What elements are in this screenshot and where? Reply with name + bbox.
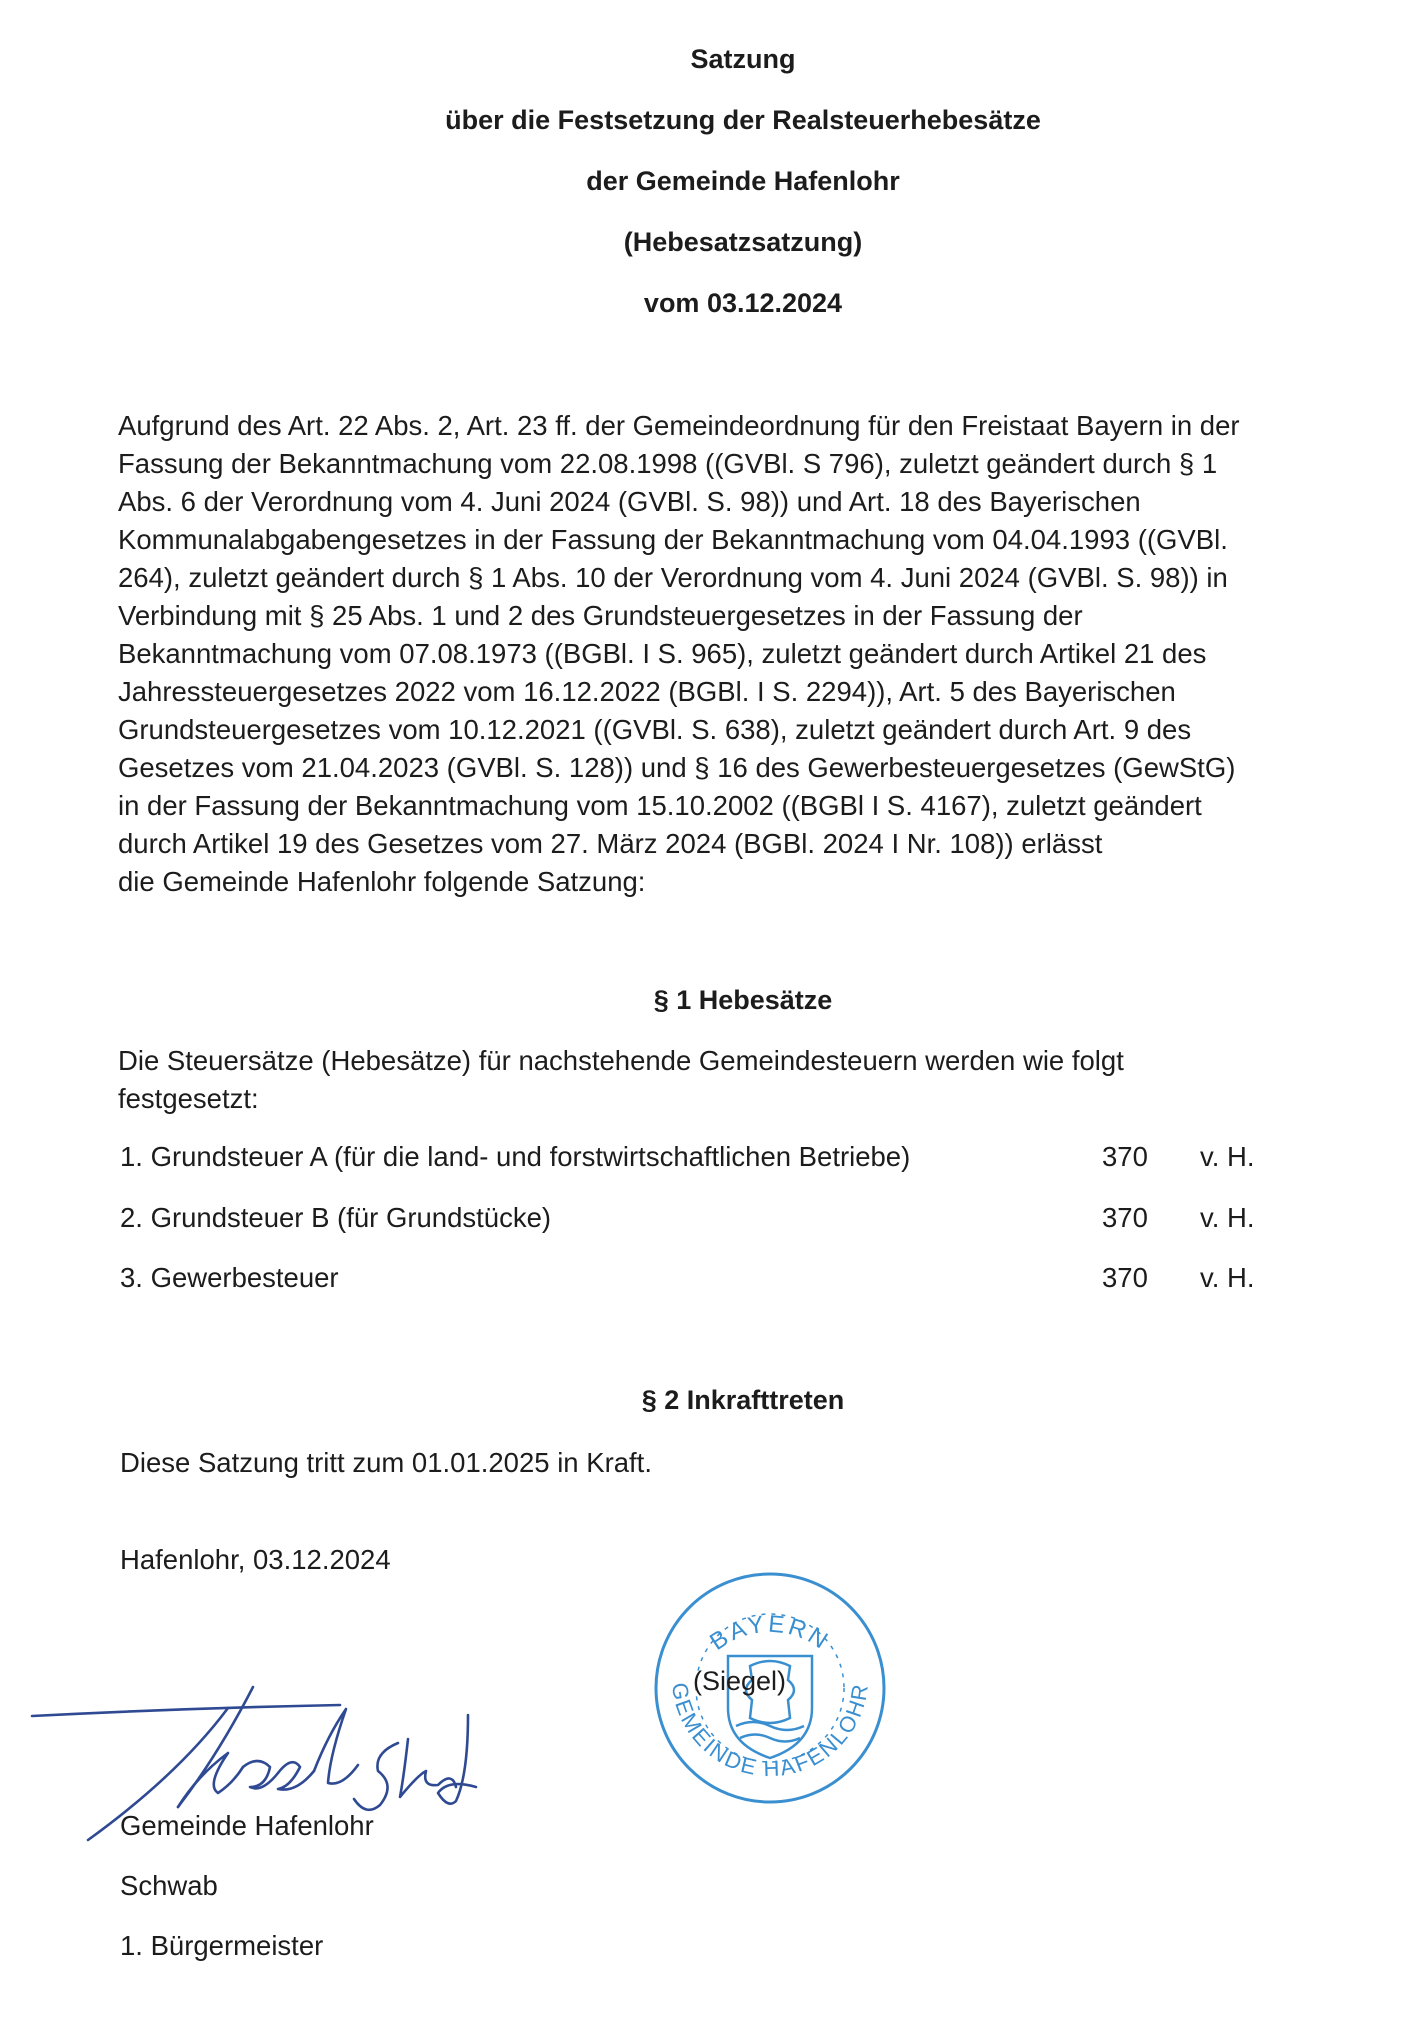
rate-value: 370	[1102, 1262, 1148, 1293]
section1-intro	[118, 1042, 1378, 1118]
place-date: Hafenlohr, 03.12.2024	[120, 1544, 391, 1575]
preamble-line: Fassung der Bekanntmachung vom 22.08.1998 ((GVBl. S 796), zuletzt geändert durch § 1	[118, 448, 1218, 479]
preamble-line: die Gemeinde Hafenlohr folgende Satzung:	[118, 866, 646, 897]
preamble-line: Grundsteuergesetzes vom 10.12.2021 ((GVBl. S. 638), zuletzt geändert durch Art. 9 des	[118, 714, 1192, 745]
rate-unit: v. H.	[1200, 1262, 1255, 1293]
seal-text-bottom: GEMEINDE HAFENLOHR	[666, 1680, 874, 1782]
preamble-line: durch Artikel 19 des Gesetzes vom 27. März 2024 (BGBl. 2024 I Nr. 108)) erlässt	[118, 828, 1103, 859]
rate-value: 370	[1102, 1141, 1148, 1172]
doc-short-title: (Hebesatzsatzung)	[623, 227, 863, 257]
preamble-line: Jahressteuergesetzes 2022 vom 16.12.2022 (BGBl. I S. 2294)), Art. 5 des Bayerischen	[118, 676, 1176, 707]
rate-label: 3. Gewerbesteuer	[120, 1262, 339, 1293]
section2-heading: § 2 Inkrafttreten	[641, 1385, 845, 1415]
seal-text-top: BAYERN	[705, 1610, 835, 1656]
preamble-line: in der Fassung der Bekanntmachung vom 15.10.2002 ((BGBl I S. 4167), zuletzt geändert	[118, 790, 1202, 821]
rate-unit: v. H.	[1200, 1202, 1255, 1233]
doc-subtitle: über die Festsetzung der Realsteuerhebesätze	[445, 105, 1041, 135]
preamble-line: Bekanntmachung vom 07.08.1973 ((BGBl. I S. 965), zuletzt geändert durch Artikel 21 des	[118, 638, 1207, 669]
svg-text:BAYERN	[705, 1611, 835, 1656]
rate-label: 1. Grundsteuer A (für die land- und forstwirtschaftlichen Betriebe)	[120, 1141, 911, 1172]
doc-municipality: der Gemeinde Hafenlohr	[586, 166, 900, 196]
preamble-line: 264), zuletzt geändert durch § 1 Abs. 10 der Verordnung vom 4. Juni 2024 (GVBl. S. 98)) in	[118, 562, 1228, 593]
preamble	[118, 407, 1378, 901]
preamble-line: Aufgrund des Art. 22 Abs. 2, Art. 23 ff. der Gemeindeordnung für den Freistaat Bayern in der	[118, 410, 1240, 441]
rate-row-gewerbesteuer	[120, 1262, 1320, 1298]
preamble-line: Abs. 6 der Verordnung vom 4. Juni 2024 (GVBl. S. 98)) und Art. 18 des Bayerischen	[118, 486, 1141, 517]
mayor-name: Schwab	[120, 1870, 218, 1901]
preamble-line: Verbindung mit § 25 Abs. 1 und 2 des Grundsteuergesetzes in der Fassung der	[118, 600, 1083, 631]
preamble-line: Kommunalabgabengesetzes in der Fassung der Bekanntmachung vom 04.04.1993 ((GVBl.	[118, 524, 1228, 555]
rate-row-grundsteuer-a	[120, 1141, 1320, 1177]
section1-heading: § 1 Hebesätze	[653, 985, 833, 1015]
rate-value: 370	[1102, 1202, 1148, 1233]
rate-label: 2. Grundsteuer B (für Grundstücke)	[120, 1202, 552, 1233]
mayor-title: 1. Bürgermeister	[120, 1930, 324, 1961]
seal-label: (Siegel)	[693, 1666, 787, 1696]
rate-row-grundsteuer-b	[120, 1202, 1320, 1238]
rate-unit: v. H.	[1200, 1141, 1255, 1172]
municipality-name: Gemeinde Hafenlohr	[120, 1810, 374, 1841]
doc-date: vom 03.12.2024	[643, 288, 843, 318]
doc-title: Satzung	[690, 44, 796, 74]
section1-intro-line: Die Steuersätze (Hebesätze) für nachstehende Gemeindesteuern werden wie folgt	[118, 1045, 1124, 1076]
preamble-line: Gesetzes vom 21.04.2023 (GVBl. S. 128)) und § 16 des Gewerbesteuergesetzes (GewStG)	[118, 752, 1236, 783]
section1-intro-line: festgesetzt:	[118, 1083, 259, 1114]
section2-text: Diese Satzung tritt zum 01.01.2025 in Kraft.	[120, 1447, 652, 1478]
